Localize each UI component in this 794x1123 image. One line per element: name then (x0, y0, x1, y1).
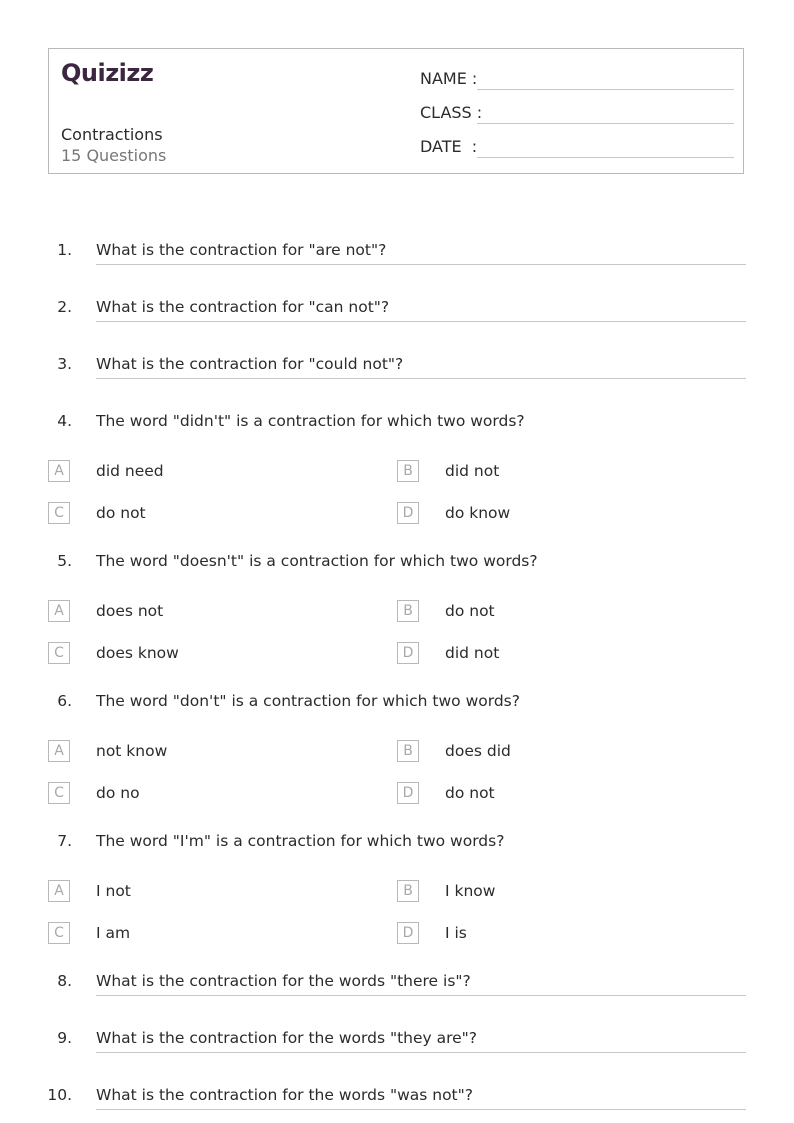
option-letter-box[interactable]: C (48, 782, 70, 804)
name-field[interactable] (420, 69, 734, 93)
question-number: 3. (57, 355, 72, 373)
option-letter-box[interactable]: A (48, 740, 70, 762)
option-letter-box[interactable]: D (397, 502, 419, 524)
question-text: What is the contraction for the words "was not"? (96, 1086, 473, 1104)
option-letter-box[interactable]: D (397, 782, 419, 804)
question-text: What is the contraction for "can not"? (96, 298, 390, 316)
date-line[interactable] (477, 157, 734, 158)
question-number: 7. (57, 832, 72, 850)
option-text: do not (96, 504, 146, 522)
option-text: does did (445, 742, 511, 760)
question-number: 9. (57, 1029, 72, 1047)
question-number: 5. (57, 552, 72, 570)
quizizz-logo: Quizizz (61, 59, 154, 87)
name-label: NAME : (420, 69, 478, 88)
option-text: do know (445, 504, 511, 522)
question-number: 2. (57, 298, 72, 316)
date-label: DATE : (420, 137, 478, 156)
question-text: What is the contraction for the words "there is"? (96, 972, 471, 990)
option-letter-box[interactable]: C (48, 922, 70, 944)
option-letter-box[interactable]: A (48, 460, 70, 482)
option-letter-box[interactable]: A (48, 600, 70, 622)
class-field[interactable] (420, 103, 734, 127)
option-text: I is (445, 924, 467, 942)
option-letter-box[interactable]: D (397, 922, 419, 944)
option-letter-box[interactable]: C (48, 502, 70, 524)
option-text: do no (96, 784, 140, 802)
question-number: 1. (57, 241, 72, 259)
option-text: did not (445, 644, 500, 662)
question-text: What is the contraction for "are not"? (96, 241, 387, 259)
option-text: not know (96, 742, 168, 760)
question-text: The word "don't" is a contraction for which two words? (96, 692, 520, 710)
answer-line[interactable] (96, 264, 746, 265)
option-text: do not (445, 602, 495, 620)
option-letter-box[interactable]: B (397, 880, 419, 902)
question-text: The word "I'm" is a contraction for which two words? (96, 832, 505, 850)
option-text: did not (445, 462, 500, 480)
question-number: 8. (57, 972, 72, 990)
option-letter-box[interactable]: B (397, 460, 419, 482)
class-line[interactable] (477, 123, 734, 124)
question-text: The word "didn't" is a contraction for which two words? (96, 412, 525, 430)
question-number: 4. (57, 412, 72, 430)
question-text: What is the contraction for the words "they are"? (96, 1029, 478, 1047)
class-label: CLASS : (420, 103, 483, 122)
option-text: did need (96, 462, 164, 480)
option-letter-box[interactable]: C (48, 642, 70, 664)
option-letter-box[interactable]: B (397, 600, 419, 622)
question-text: What is the contraction for "could not"? (96, 355, 404, 373)
question-text: The word "doesn't" is a contraction for which two words? (96, 552, 538, 570)
answer-line[interactable] (96, 321, 746, 322)
option-text: do not (445, 784, 495, 802)
answer-line[interactable] (96, 1109, 746, 1110)
option-letter-box[interactable]: A (48, 880, 70, 902)
answer-line[interactable] (96, 995, 746, 996)
option-text: does not (96, 602, 164, 620)
question-number: 6. (57, 692, 72, 710)
option-text: I am (96, 924, 131, 942)
name-line[interactable] (477, 89, 734, 90)
option-text: does know (96, 644, 179, 662)
option-letter-box[interactable]: D (397, 642, 419, 664)
answer-line[interactable] (96, 1052, 746, 1053)
date-field[interactable] (420, 137, 734, 161)
option-text: I not (96, 882, 131, 900)
worksheet-title: Contractions (61, 125, 163, 144)
option-letter-box[interactable]: B (397, 740, 419, 762)
question-count: 15 Questions (61, 146, 167, 165)
question-number: 10. (47, 1086, 72, 1104)
answer-line[interactable] (96, 378, 746, 379)
option-text: I know (445, 882, 496, 900)
worksheet-header (48, 48, 744, 174)
